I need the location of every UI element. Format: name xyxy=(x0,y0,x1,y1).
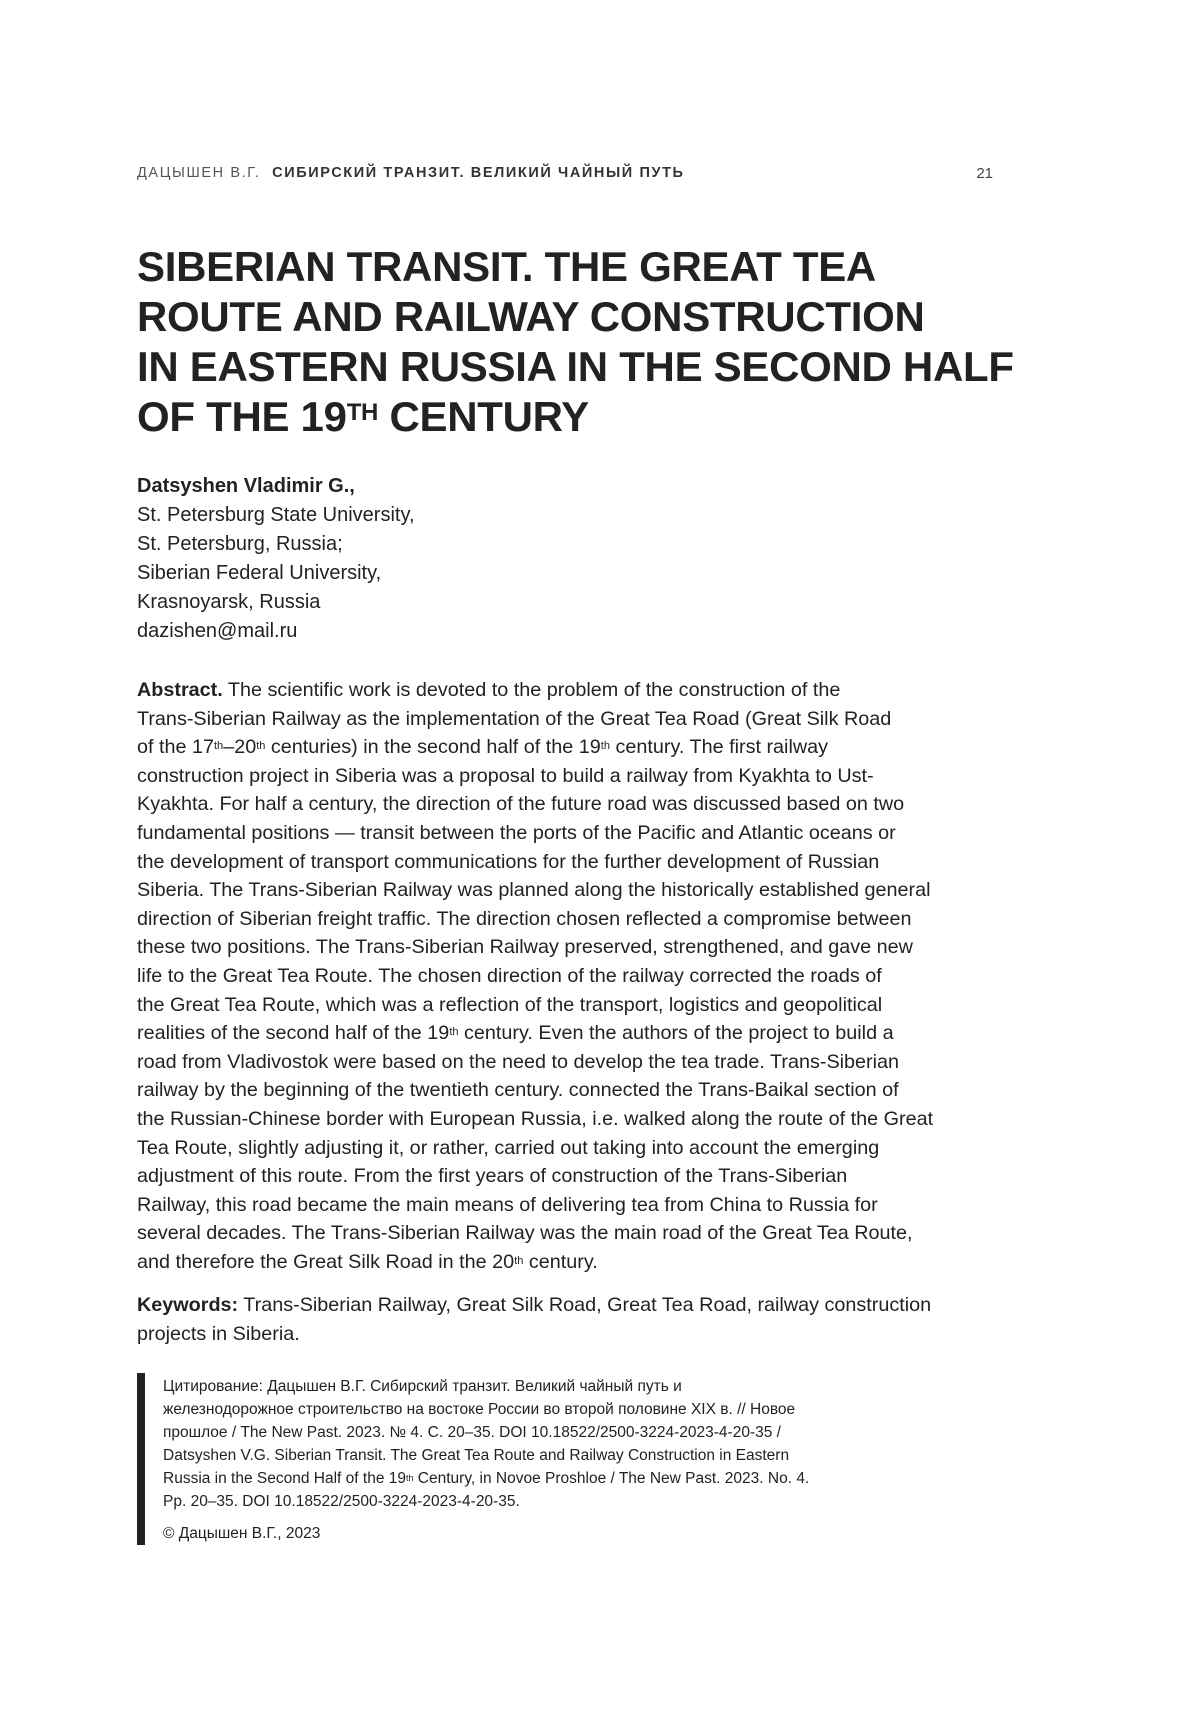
abstract-text: century. xyxy=(523,1251,597,1273)
keywords xyxy=(137,1291,997,1348)
superscript: th xyxy=(449,1026,458,1038)
abstract-line: railway by the beginning of the twentieth century. connected the Trans-Baikal section of xyxy=(137,1076,997,1105)
running-header xyxy=(137,165,993,189)
title-text: OF THE 19 xyxy=(137,393,347,440)
title-line: SIBERIAN TRANSIT. THE GREAT TEA xyxy=(137,242,1017,292)
abstract-text: –20 xyxy=(223,736,256,758)
title-line xyxy=(137,392,1017,442)
citation-line xyxy=(163,1467,903,1490)
abstract-line: Siberia. The Trans-Siberian Railway was planned along the historically established general xyxy=(137,876,997,905)
superscript: th xyxy=(514,1255,523,1267)
keywords-line xyxy=(137,1291,997,1320)
title-line: ROUTE AND RAILWAY CONSTRUCTION xyxy=(137,292,1017,342)
abstract-line xyxy=(137,733,997,762)
abstract-line xyxy=(137,1019,997,1048)
abstract-line: Trans-Siberian Railway as the implementation of the Great Tea Road (Great Silk Road xyxy=(137,705,997,734)
abstract-line xyxy=(137,1248,997,1277)
abstract-line xyxy=(137,676,997,705)
abstract-line: the Great Tea Route, which was a reflection of the transport, logistics and geopolitical xyxy=(137,991,997,1020)
abstract-text: century. Even the authors of the project to build a xyxy=(459,1022,894,1044)
keywords-text: Trans-Siberian Railway, Great Silk Road, Great Tea Road, railway construction xyxy=(238,1294,931,1316)
citation-line: Datsyshen V.G. Siberian Transit. The Great Tea Route and Railway Construction in Eastern xyxy=(163,1444,903,1467)
abstract-line: road from Vladivostok were based on the need to develop the tea trade. Trans-Siberian xyxy=(137,1048,997,1077)
abstract-line: life to the Great Tea Route. The chosen direction of the railway corrected the roads of xyxy=(137,962,997,991)
abstract-text: realities of the second half of the 19 xyxy=(137,1022,449,1044)
abstract-line: the Russian-Chinese border with European Russia, i.e. walked along the route of the Great xyxy=(137,1105,997,1134)
citation-box xyxy=(137,1373,897,1545)
author-email: dazishen@mail.ru xyxy=(137,617,737,646)
abstract xyxy=(137,676,997,1276)
abstract-line: these two positions. The Trans-Siberian Railway preserved, strengthened, and gave new xyxy=(137,933,997,962)
header-author: ДАЦЫШЕН В.Г. xyxy=(137,165,261,181)
citation-line: Pp. 20–35. DOI 10.18522/2500-3224-2023-4-20-35. xyxy=(163,1490,903,1513)
author-name: Datsyshen Vladimir G., xyxy=(137,472,737,501)
abstract-text: of the 17 xyxy=(137,736,214,758)
citation-bar xyxy=(137,1373,145,1545)
citation-line: железнодорожное строительство на востоке России во второй половине XIX в. // Новое xyxy=(163,1398,903,1421)
abstract-line: direction of Siberian freight traffic. The direction chosen reflected a compromise between xyxy=(137,905,997,934)
affiliation-line: St. Petersburg, Russia; xyxy=(137,530,737,559)
citation-line: прошлое / The New Past. 2023. № 4. С. 20–35. DOI 10.18522/2500-3224-2023-4-20-35 / xyxy=(163,1421,903,1444)
abstract-line: Kyakhta. For half a century, the direction of the future road was discussed based on two xyxy=(137,790,997,819)
abstract-line: several decades. The Trans-Siberian Railway was the main road of the Great Tea Route, xyxy=(137,1219,997,1248)
keywords-label: Keywords: xyxy=(137,1294,238,1316)
article-title xyxy=(137,242,1017,442)
copyright: © Дацышен В.Г., 2023 xyxy=(163,1525,320,1543)
affiliation-line: Krasnoyarsk, Russia xyxy=(137,588,737,617)
citation-segment: Russia in the Second Half of the 19 xyxy=(163,1470,406,1487)
abstract-line: Tea Route, slightly adjusting it, or rather, carried out taking into account the emerging xyxy=(137,1134,997,1163)
title-text: CENTURY xyxy=(378,393,589,440)
abstract-line: the development of transport communications for the further development of Russian xyxy=(137,848,997,877)
superscript: th xyxy=(406,1473,414,1483)
abstract-text: and therefore the Great Silk Road in the 20 xyxy=(137,1251,514,1273)
citation-text xyxy=(163,1375,903,1513)
citation-segment: Century, in Novoe Proshloe / The New Past. 2023. No. 4. xyxy=(414,1470,810,1487)
abstract-line: fundamental positions — transit between the ports of the Pacific and Atlantic oceans or xyxy=(137,819,997,848)
superscript: th xyxy=(256,740,265,752)
abstract-label: Abstract. xyxy=(137,679,223,701)
affiliation-line: Siberian Federal University, xyxy=(137,559,737,588)
citation-line: Цитирование: Дацышен В.Г. Сибирский транзит. Великий чайный путь и xyxy=(163,1375,903,1398)
abstract-text: The scientific work is devoted to the problem of the construction of the xyxy=(223,679,841,701)
superscript: th xyxy=(214,740,223,752)
abstract-text: centuries) in the second half of the 19 xyxy=(265,736,600,758)
affiliation-line: St. Petersburg State University, xyxy=(137,501,737,530)
abstract-line: construction project in Siberia was a proposal to build a railway from Kyakhta to Ust- xyxy=(137,762,997,791)
abstract-line: adjustment of this route. From the first years of construction of the Trans-Siberian xyxy=(137,1162,997,1191)
abstract-line: Railway, this road became the main means of delivering tea from China to Russia for xyxy=(137,1191,997,1220)
abstract-text: century. The first railway xyxy=(610,736,828,758)
superscript: th xyxy=(601,740,610,752)
header-title: СИБИРСКИЙ ТРАНЗИТ. ВЕЛИКИЙ ЧАЙНЫЙ ПУТЬ xyxy=(272,165,684,181)
page-number: 21 xyxy=(976,165,993,182)
title-superscript: TH xyxy=(347,399,378,426)
title-line: IN EASTERN RUSSIA IN THE SECOND HALF xyxy=(137,342,1017,392)
keywords-line: projects in Siberia. xyxy=(137,1320,997,1349)
author-block xyxy=(137,472,737,646)
